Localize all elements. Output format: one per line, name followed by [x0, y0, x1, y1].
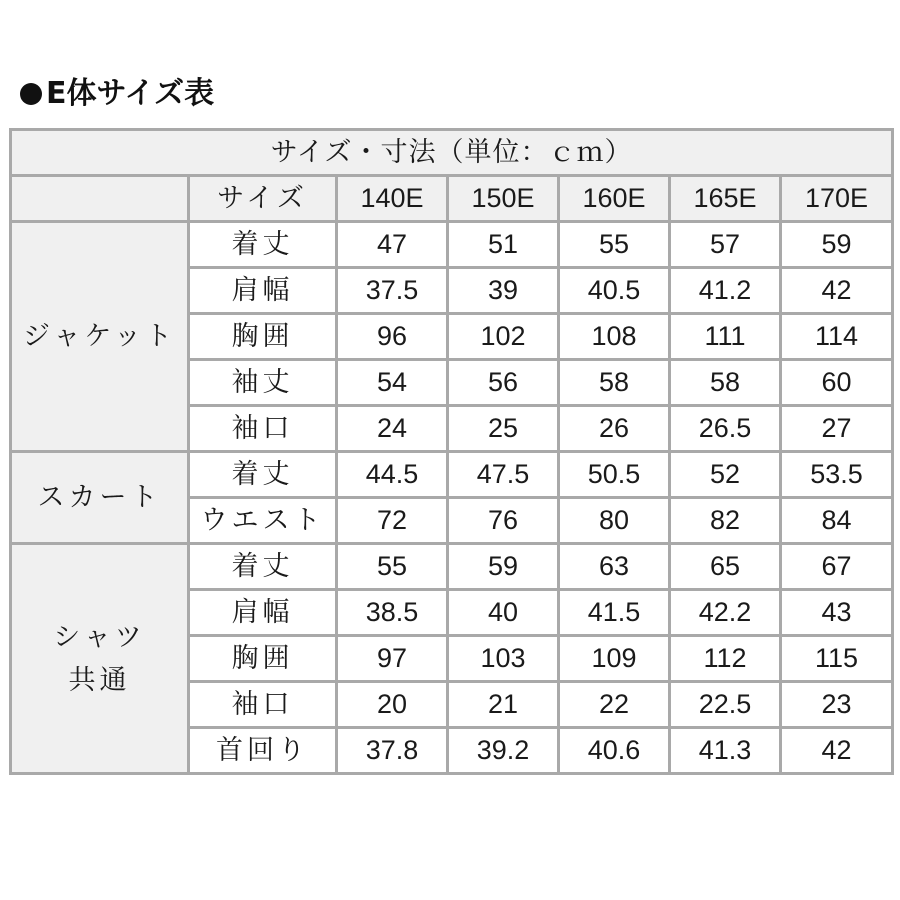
value-cell: 40.6 [559, 728, 670, 774]
value-cell: 59 [448, 544, 559, 590]
value-cell: 42 [781, 728, 893, 774]
value-cell: 43 [781, 590, 893, 636]
value-cell: 108 [559, 314, 670, 360]
value-cell: 112 [670, 636, 781, 682]
value-cell: 115 [781, 636, 893, 682]
group-label-line: 共通 [68, 664, 131, 696]
value-cell: 41.2 [670, 268, 781, 314]
value-cell: 51 [448, 222, 559, 268]
value-cell: 26 [559, 406, 670, 452]
value-cell: 39 [448, 268, 559, 314]
value-cell: 41.5 [559, 590, 670, 636]
value-cell: 59 [781, 222, 893, 268]
value-cell: 40 [448, 590, 559, 636]
value-cell: 26.5 [670, 406, 781, 452]
group-label [11, 222, 189, 452]
value-cell: 39.2 [448, 728, 559, 774]
measurement-label: 首回り [189, 728, 337, 774]
value-cell: 37.5 [337, 268, 448, 314]
size-header-cell: 150E [448, 176, 559, 222]
size-header-cell: 160E [559, 176, 670, 222]
value-cell: 21 [448, 682, 559, 728]
value-cell: 96 [337, 314, 448, 360]
table-row [11, 222, 893, 268]
value-cell: 55 [337, 544, 448, 590]
value-cell: 65 [670, 544, 781, 590]
caption-row [11, 130, 893, 176]
group-label [11, 452, 189, 544]
value-cell: 111 [670, 314, 781, 360]
size-header-cell: 165E [670, 176, 781, 222]
value-cell: 58 [670, 360, 781, 406]
size-header-row [11, 176, 893, 222]
value-cell: 67 [781, 544, 893, 590]
value-cell: 37.8 [337, 728, 448, 774]
value-cell: 41.3 [670, 728, 781, 774]
measurement-label: 着丈 [189, 222, 337, 268]
measurement-label: ウエスト [189, 498, 337, 544]
table-body [11, 222, 893, 774]
value-cell: 63 [559, 544, 670, 590]
bullet-dot-icon [20, 83, 42, 105]
value-cell: 60 [781, 360, 893, 406]
group-label-line: シャツ [53, 621, 146, 653]
measurement-label: 胸囲 [189, 314, 337, 360]
measurement-label: 袖口 [189, 682, 337, 728]
value-cell: 44.5 [337, 452, 448, 498]
table-row [11, 452, 893, 498]
value-cell: 20 [337, 682, 448, 728]
measurement-label: 胸囲 [189, 636, 337, 682]
value-cell: 55 [559, 222, 670, 268]
value-cell: 40.5 [559, 268, 670, 314]
page-title-text: E体サイズ表 [46, 76, 215, 111]
value-cell: 50.5 [559, 452, 670, 498]
table-caption: サイズ・寸法（単位：ｃｍ） [11, 130, 893, 176]
corner-cell [11, 176, 189, 222]
page-title [20, 74, 214, 114]
measurement-label: 袖丈 [189, 360, 337, 406]
value-cell: 53.5 [781, 452, 893, 498]
group-label-line: ジャケット [22, 321, 177, 352]
value-cell: 52 [670, 452, 781, 498]
size-header-cell: 170E [781, 176, 893, 222]
size-label: サイズ [189, 176, 337, 222]
value-cell: 102 [448, 314, 559, 360]
value-cell: 47.5 [448, 452, 559, 498]
value-cell: 47 [337, 222, 448, 268]
value-cell: 84 [781, 498, 893, 544]
value-cell: 27 [781, 406, 893, 452]
value-cell: 103 [448, 636, 559, 682]
table-row [11, 544, 893, 590]
value-cell: 42.2 [670, 590, 781, 636]
value-cell: 72 [337, 498, 448, 544]
value-cell: 54 [337, 360, 448, 406]
value-cell: 76 [448, 498, 559, 544]
value-cell: 114 [781, 314, 893, 360]
value-cell: 97 [337, 636, 448, 682]
value-cell: 58 [559, 360, 670, 406]
group-label-line: スカート [37, 482, 162, 513]
size-table [9, 128, 894, 775]
value-cell: 80 [559, 498, 670, 544]
size-header-cell: 140E [337, 176, 448, 222]
measurement-label: 着丈 [189, 544, 337, 590]
value-cell: 57 [670, 222, 781, 268]
value-cell: 25 [448, 406, 559, 452]
group-label [11, 544, 189, 774]
value-cell: 23 [781, 682, 893, 728]
value-cell: 38.5 [337, 590, 448, 636]
value-cell: 82 [670, 498, 781, 544]
value-cell: 42 [781, 268, 893, 314]
measurement-label: 肩幅 [189, 268, 337, 314]
measurement-label: 袖口 [189, 406, 337, 452]
value-cell: 22.5 [670, 682, 781, 728]
value-cell: 22 [559, 682, 670, 728]
value-cell: 56 [448, 360, 559, 406]
value-cell: 109 [559, 636, 670, 682]
measurement-label: 着丈 [189, 452, 337, 498]
value-cell: 24 [337, 406, 448, 452]
measurement-label: 肩幅 [189, 590, 337, 636]
